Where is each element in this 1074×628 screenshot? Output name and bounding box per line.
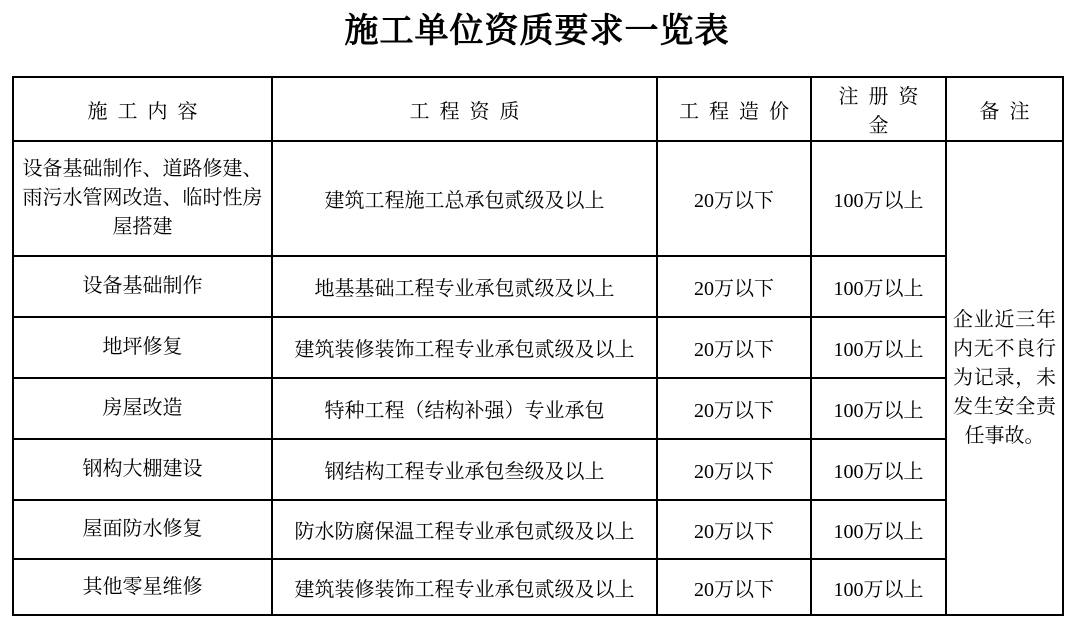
cell-qualification: 地基基础工程专业承包贰级及以上: [272, 256, 657, 317]
cell-project-cost: 20万以下: [657, 256, 811, 317]
table-row: [13, 378, 1063, 439]
cell-registered-capital: 100万以上: [811, 559, 946, 615]
page-title: 施工单位资质要求一览表: [344, 13, 730, 50]
cell-registered-capital: 100万以上: [811, 317, 946, 378]
cell-project-cost: 20万以下: [657, 500, 811, 559]
table-row: [13, 439, 1063, 500]
cell-qualification: 建筑装修装饰工程专业承包贰级及以上: [272, 559, 657, 615]
cell-qualification: 钢结构工程专业承包叁级及以上: [272, 439, 657, 500]
table-row: [13, 256, 1063, 317]
cell-project-cost: 20万以下: [657, 378, 811, 439]
remark-merged-cell: 企业近三年内无不良行为记录，未发生安全责任事故。: [946, 141, 1063, 615]
cell-registered-capital: 100万以上: [811, 439, 946, 500]
cell-construction-content: 房屋改造: [13, 378, 272, 439]
cell-qualification: 防水防腐保温工程专业承包贰级及以上: [272, 500, 657, 559]
cell-project-cost: 20万以下: [657, 141, 811, 256]
header-cell-registered-capital: 注册资金: [811, 77, 946, 141]
cell-qualification: 建筑装修装饰工程专业承包贰级及以上: [272, 317, 657, 378]
header-cell-construction-content: 施工内容: [13, 77, 272, 141]
table-row: [13, 141, 1063, 256]
cell-construction-content: 设备基础制作: [13, 256, 272, 317]
header-cell-qualification: 工程资质: [272, 77, 657, 141]
table-row: [13, 559, 1063, 615]
cell-construction-content: 屋面防水修复: [13, 500, 272, 559]
header-cell-remark: 备注: [946, 77, 1063, 141]
qualification-table: [12, 76, 1064, 616]
cell-qualification: 建筑工程施工总承包贰级及以上: [272, 141, 657, 256]
cell-construction-content: 地坪修复: [13, 317, 272, 378]
cell-registered-capital: 100万以上: [811, 378, 946, 439]
cell-project-cost: 20万以下: [657, 439, 811, 500]
cell-registered-capital: 100万以上: [811, 500, 946, 559]
table-row: [13, 500, 1063, 559]
table-row: [13, 317, 1063, 378]
cell-construction-content: 设备基础制作、道路修建、雨污水管网改造、临时性房屋搭建: [13, 141, 272, 256]
cell-project-cost: 20万以下: [657, 559, 811, 615]
cell-registered-capital: 100万以上: [811, 141, 946, 256]
cell-construction-content: 其他零星维修: [13, 559, 272, 615]
cell-registered-capital: 100万以上: [811, 256, 946, 317]
cell-qualification: 特种工程（结构补强）专业承包: [272, 378, 657, 439]
header-cell-project-cost: 工程造价: [657, 77, 811, 141]
cell-construction-content: 钢构大棚建设: [13, 439, 272, 500]
cell-project-cost: 20万以下: [657, 317, 811, 378]
header-row: [13, 77, 1063, 141]
